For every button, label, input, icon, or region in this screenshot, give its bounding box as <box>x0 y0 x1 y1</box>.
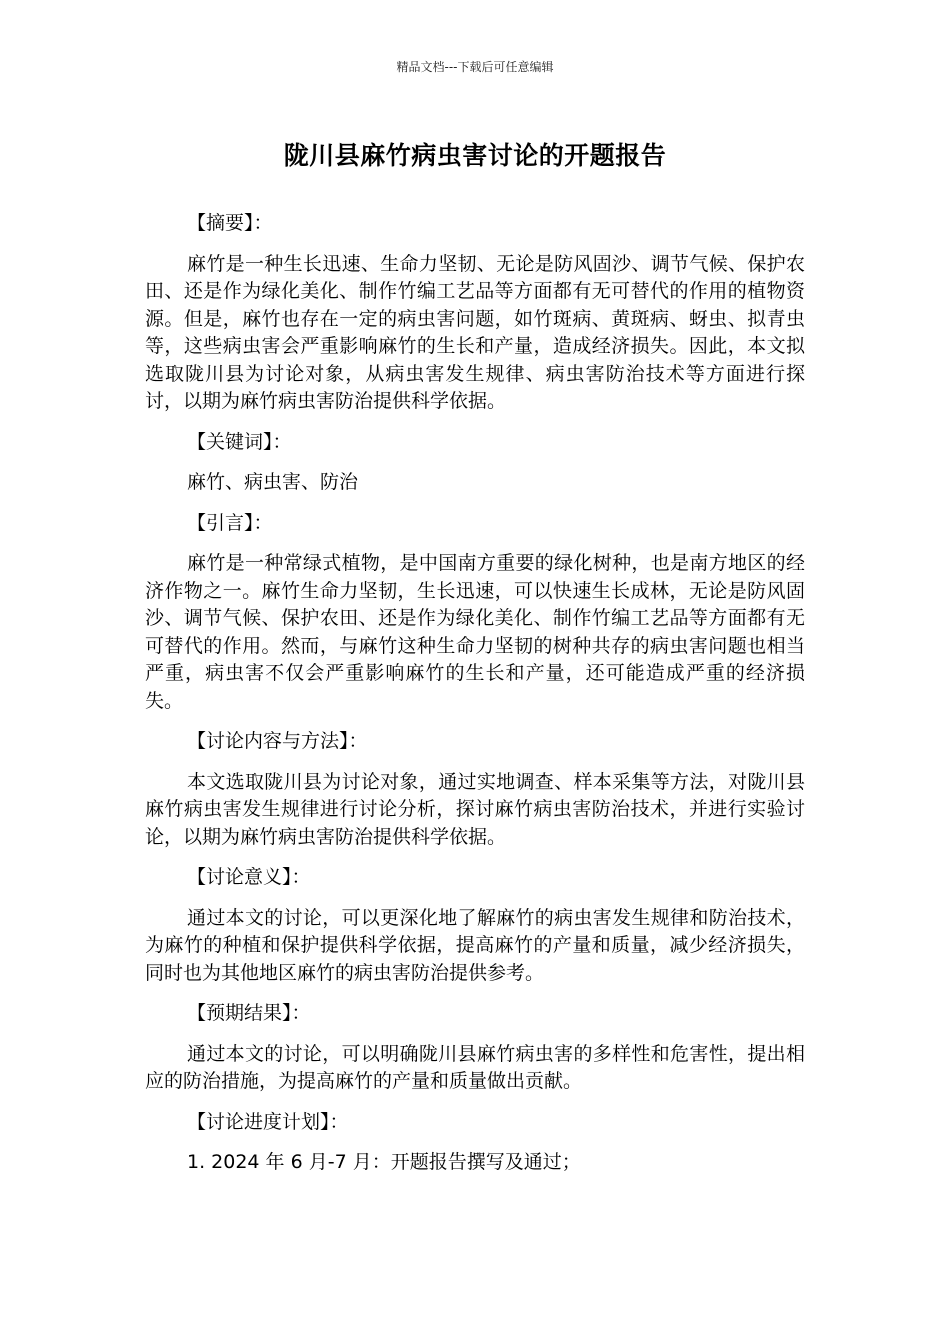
schedule-item: 1. 2024 年 6 月-7 月：开题报告撰写及通过； <box>187 1151 581 1173</box>
section-heading-keywords: 【关键词】： <box>187 430 292 453</box>
section-body-expected-results: 通过本文的讨论，可以明确陇川县麻竹病虫害的多样性和危害性，提出相应的防治措施，为提高麻竹的产量和质量做出贡献。 <box>145 1042 805 1092</box>
section-heading-abstract: 【摘要】： <box>187 212 273 234</box>
document-body <box>145 210 805 1190</box>
section-heading-schedule: 【讨论进度计划】： <box>187 1110 349 1133</box>
section-heading-expected-results: 【预期结果】： <box>187 1002 311 1024</box>
section-body-significance: 通过本文的讨论，可以更深化地了解麻竹的病虫害发生规律和防治技术，为麻竹的种植和保护提供科学依据，提高麻竹的产量和质量，减少经济损失，同时也为其他地区麻竹的病虫害防治提供参考。 <box>145 906 805 984</box>
section-body-keywords: 麻竹、病虫害、防治 <box>187 471 359 493</box>
section-heading-significance: 【讨论意义】： <box>187 866 311 888</box>
section-heading-introduction: 【引言】： <box>187 511 273 534</box>
section-body-abstract: 麻竹是一种生长迅速、生命力坚韧、无论是防风固沙、调节气候、保护农田、还是作为绿化美化、制作竹编工艺品等方面都有无可替代的作用的植物资源。但是，麻竹也存在一定的病虫害问题，如竹斑病、黄斑病、蚜虫、拟青虫等，这些病虫害会严重影响麻竹的生长和产量，造成经济损失。因此，本文拟选取陇川县为讨论对象，从病虫害发生规律、病虫害防治技术等方面进行探讨，以期为麻竹病虫害防治提供科学依据。 <box>145 252 805 412</box>
section-body-content-methods: 本文选取陇川县为讨论对象，通过实地调查、样本采集等方法，对陇川县麻竹病虫害发生规律进行讨论分析，探讨麻竹病虫害防治技术，并进行实验讨论，以期为麻竹病虫害防治提供科学依据。 <box>145 770 805 848</box>
document-title: 陇川县麻竹病虫害讨论的开题报告 <box>283 141 667 170</box>
header-note: 精品文档---下载后可任意编辑 <box>396 60 554 74</box>
section-body-introduction: 麻竹是一种常绿式植物，是中国南方重要的绿化树种，也是南方地区的经济作物之一。麻竹生命力坚韧，生长迅速，可以快速生长成林，无论是防风固沙、调节气候、保护农田、还是作为绿化美化、制作竹编工艺品等方面都有无可替代的作用。然而，与麻竹这种生命力坚韧的树种共存的病虫害问题也相当严重，病虫害不仅会严重影响麻竹的生长和产量，还可能造成严重的经济损失。 <box>145 552 805 712</box>
section-heading-content-methods: 【讨论内容与方法】： <box>187 730 368 752</box>
